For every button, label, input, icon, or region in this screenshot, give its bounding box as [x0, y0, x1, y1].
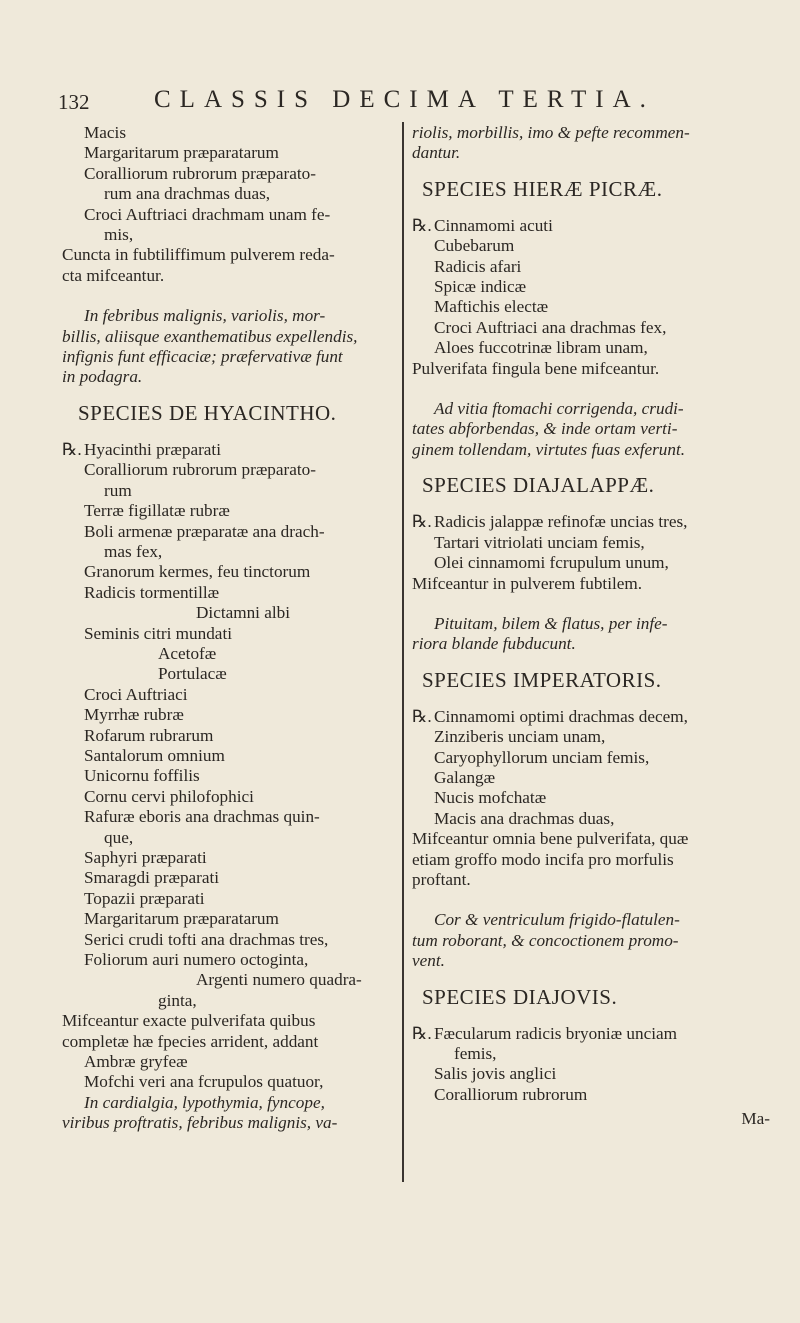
line-text: SPECIES DIAJOVIS. — [422, 984, 618, 1009]
line-text: Portulacæ — [158, 664, 227, 684]
line-text: In febribus malignis, variolis, mor- — [84, 306, 326, 326]
line-text: ginem tollendam, virtutes fuas exferunt. — [412, 439, 686, 459]
text-line — [412, 419, 760, 439]
text-line — [412, 634, 760, 654]
text-line — [62, 327, 402, 347]
line-text: Croci Auftriaci — [84, 684, 188, 704]
text-line — [62, 950, 402, 970]
line-text: Santalorum omnium — [84, 745, 225, 765]
text-line — [412, 359, 760, 379]
text-line — [62, 542, 402, 562]
line-text: Myrrhæ rubræ — [84, 705, 184, 725]
line-text: Terræ figillatæ rubræ — [84, 501, 230, 521]
line-text: Ambræ gryfeæ — [84, 1052, 188, 1072]
text-line — [412, 809, 760, 829]
text-line — [62, 624, 402, 644]
line-text: Aloes fuccotrinæ libram unam, — [434, 338, 648, 358]
recipe-symbol: ℞. — [412, 1023, 432, 1043]
line-text: mas fex, — [104, 541, 163, 561]
spacer — [412, 594, 760, 614]
text-line — [62, 807, 402, 827]
text-line — [412, 829, 760, 849]
line-text: Cor & ventriculum frigido-flatulen- — [434, 910, 680, 930]
text-line — [412, 727, 760, 747]
text-line — [62, 164, 402, 184]
line-text: Smaragdi præparati — [84, 868, 220, 888]
column-rule — [402, 122, 404, 1182]
text-line — [62, 184, 402, 204]
text-line — [412, 614, 760, 634]
text-line — [62, 746, 402, 766]
text-line — [62, 909, 402, 929]
line-text: Caryophyllorum unciam femis, — [434, 747, 650, 767]
line-text: Unicornu foffilis — [84, 766, 200, 786]
line-text: Macis — [84, 123, 127, 142]
text-line — [62, 726, 402, 746]
text-line — [62, 848, 402, 868]
line-text: viribus proftratis, febribus malignis, va- — [62, 1113, 338, 1133]
text-line — [62, 562, 402, 582]
text-line — [412, 216, 760, 236]
spacer — [412, 379, 760, 399]
text-line — [412, 257, 760, 277]
line-text: cta mifceantur. — [62, 265, 165, 285]
line-text: Galangæ — [434, 767, 496, 787]
text-line — [412, 1024, 760, 1044]
line-text: tum roborant, & concoctionem promo- — [412, 930, 679, 950]
line-text: in podagra. — [62, 367, 143, 387]
line-text: que, — [104, 827, 134, 847]
line-text: completæ hæ fpecies arrident, addant — [62, 1031, 319, 1051]
line-text: Croci Auftriaci ana drachmas fex, — [434, 317, 667, 337]
line-text: Margaritarum præparatarum — [84, 143, 279, 163]
text-line — [412, 1064, 760, 1084]
line-text: Cinnamomi acuti — [434, 215, 553, 235]
text-line — [412, 574, 760, 594]
text-line — [62, 644, 402, 664]
line-text: Maftichis electæ — [434, 297, 549, 317]
line-text: Seminis citri mundati — [84, 623, 232, 643]
line-text: vent. — [412, 951, 445, 971]
text-line — [62, 1011, 402, 1031]
line-text: Radicis jalappæ refinofæ uncias tres, — [434, 512, 688, 532]
text-line — [62, 705, 402, 725]
text-line — [62, 685, 402, 705]
text-line — [62, 1113, 402, 1133]
section-heading — [412, 667, 760, 693]
line-text: Croci Auftriaci drachmam unam fe- — [84, 204, 331, 224]
line-text: Acetofæ — [158, 643, 217, 663]
text-line — [62, 481, 402, 501]
line-text: Granorum kermes, feu tinctorum — [84, 562, 311, 582]
line-text: riolis, morbillis, imo & pefte recommen- — [412, 123, 690, 142]
text-line — [62, 828, 402, 848]
text-line — [62, 868, 402, 888]
line-text: Boli armenæ præparatæ ana drach- — [84, 521, 325, 541]
line-text: proftant. — [412, 869, 471, 889]
text-line — [62, 347, 402, 367]
line-text: Saphyri præparati — [84, 848, 207, 867]
text-line — [62, 522, 402, 542]
line-text: Hyacinthi præparati — [84, 439, 221, 459]
line-text: Margaritarum præparatarum — [84, 909, 279, 929]
line-text: Rafuræ eboris ana drachmas quin- — [84, 807, 320, 827]
line-text: Coralliorum rubrorum — [434, 1084, 588, 1104]
text-line — [62, 143, 402, 163]
line-text: Salis jovis anglici — [434, 1064, 557, 1084]
running-title: CLASSIS DECIMA TERTIA. — [154, 86, 655, 113]
text-line — [412, 236, 760, 256]
line-text: ginta, — [158, 990, 197, 1010]
line-text: tates abforbendas, & inde ortam verti- — [412, 419, 678, 439]
line-text: Topazii præparati — [84, 888, 205, 908]
text-line — [412, 318, 760, 338]
line-text: Rofarum rubrarum — [84, 725, 214, 745]
text-line — [62, 1052, 402, 1072]
text-line — [62, 1032, 402, 1052]
line-text: Foliorum auri numero octoginta, — [84, 950, 309, 970]
text-line — [62, 583, 402, 603]
spacer — [62, 286, 402, 306]
line-text: Pulverifata fingula bene mifceantur. — [412, 358, 660, 378]
text-line — [62, 501, 402, 521]
section-heading — [412, 984, 760, 1010]
recipe-symbol: ℞. — [412, 215, 432, 235]
recipe-symbol: ℞. — [412, 706, 432, 726]
line-text: Pituitam, bilem & flatus, per infe- — [434, 613, 668, 633]
text-line — [412, 768, 760, 788]
text-line — [62, 930, 402, 950]
text-line — [412, 910, 760, 930]
text-line — [412, 951, 760, 971]
text-line — [412, 440, 760, 460]
recipe-symbol: ℞. — [62, 439, 82, 459]
text-line — [62, 306, 402, 326]
text-line — [62, 123, 402, 143]
text-line — [62, 664, 402, 684]
line-text: femis, — [454, 1044, 497, 1063]
text-line — [412, 553, 760, 573]
line-text: Serici crudi tofti ana drachmas tres, — [84, 929, 329, 949]
text-line — [62, 225, 402, 245]
text-line — [62, 440, 402, 460]
left-column — [62, 123, 402, 1134]
text-line — [62, 889, 402, 909]
line-text: Nucis mofchatæ — [434, 788, 547, 808]
text-line — [412, 850, 760, 870]
text-line — [412, 707, 760, 727]
line-text: Spicæ indicæ — [434, 277, 527, 297]
line-text: rum — [104, 480, 132, 500]
line-text: Dictamni albi — [196, 603, 291, 623]
text-line — [62, 367, 402, 387]
line-text: Cornu cervi philofophici — [84, 786, 254, 806]
line-text: Mifceantur exacte pulverifata quibus — [62, 1011, 316, 1031]
text-line — [62, 205, 402, 225]
line-text: In cardialgia, lypothymia, fyncope, — [84, 1092, 325, 1112]
text-line — [412, 533, 760, 553]
text-line — [62, 266, 402, 286]
catchword: Ma- — [741, 1109, 770, 1128]
line-text: rum ana drachmas duas, — [104, 184, 271, 204]
line-text: Coralliorum rubrorum præparato- — [84, 460, 316, 480]
line-text: Zinziberis unciam unam, — [434, 727, 606, 747]
text-line — [412, 931, 760, 951]
line-text: infignis funt efficaciæ; præfervativæ funt — [62, 347, 343, 367]
line-text: SPECIES DIAJALAPPÆ. — [422, 473, 655, 498]
text-line — [412, 123, 760, 143]
line-text: Mifceantur in pulverem fubtilem. — [412, 573, 643, 593]
line-text: Cuncta in fubtiliffimum pulverem reda- — [62, 245, 335, 265]
text-line — [62, 245, 402, 265]
text-line — [412, 1085, 760, 1105]
text-line — [412, 1044, 760, 1064]
running-header — [58, 86, 758, 120]
text-line — [412, 399, 760, 419]
text-line — [412, 143, 760, 163]
line-text: Coralliorum rubrorum præparato- — [84, 163, 316, 183]
page-number: 132 — [58, 90, 90, 114]
line-text: billis, aliisque exanthematibus expellendis, — [62, 326, 358, 346]
text-line — [412, 870, 760, 890]
section-heading — [62, 400, 402, 426]
line-text: Radicis tormentillæ — [84, 582, 220, 602]
line-text: etiam groffo modo incifa pro morfulis — [412, 849, 674, 869]
line-text: Macis ana drachmas duas, — [434, 808, 615, 828]
line-text: Ad vitia ftomachi corrigenda, crudi- — [434, 399, 684, 419]
line-text: Olei cinnamomi fcrupulum unum, — [434, 553, 669, 573]
text-line — [412, 748, 760, 768]
text-line — [62, 460, 402, 480]
text-line — [62, 1072, 402, 1092]
line-text: Mifceantur omnia bene pulverifata, quæ — [412, 829, 689, 849]
text-line — [412, 788, 760, 808]
line-text: Cinnamomi optimi drachmas decem, — [434, 706, 688, 726]
line-text: riora blande fubducunt. — [412, 634, 576, 654]
text-line — [412, 277, 760, 297]
text-line — [412, 297, 760, 317]
text-line — [412, 512, 760, 532]
line-text: Radicis afari — [434, 256, 522, 276]
line-text: Cubebarum — [434, 236, 515, 256]
text-line — [62, 970, 402, 990]
spacer — [412, 890, 760, 910]
line-text: mis, — [104, 225, 134, 245]
section-heading — [412, 176, 760, 202]
text-line — [62, 766, 402, 786]
text-line — [62, 991, 402, 1011]
line-text: SPECIES IMPERATORIS. — [422, 667, 662, 692]
text-line — [62, 787, 402, 807]
line-text: Argenti numero quadra- — [196, 970, 362, 990]
line-text: SPECIES HIERÆ PICRÆ. — [422, 176, 663, 201]
line-text: Fæcularum radicis bryoniæ unciam — [434, 1023, 677, 1043]
section-heading — [412, 472, 760, 498]
line-text: Mofchi veri ana fcrupulos quatuor, — [84, 1072, 324, 1092]
text-line — [412, 338, 760, 358]
text-line — [62, 1093, 402, 1113]
right-column — [412, 123, 760, 1105]
line-text: SPECIES DE HYACINTHO. — [78, 400, 337, 425]
line-text: dantur. — [412, 143, 461, 163]
text-line — [62, 603, 402, 623]
recipe-symbol: ℞. — [412, 512, 432, 532]
line-text: Tartari vitriolati unciam femis, — [434, 532, 645, 552]
